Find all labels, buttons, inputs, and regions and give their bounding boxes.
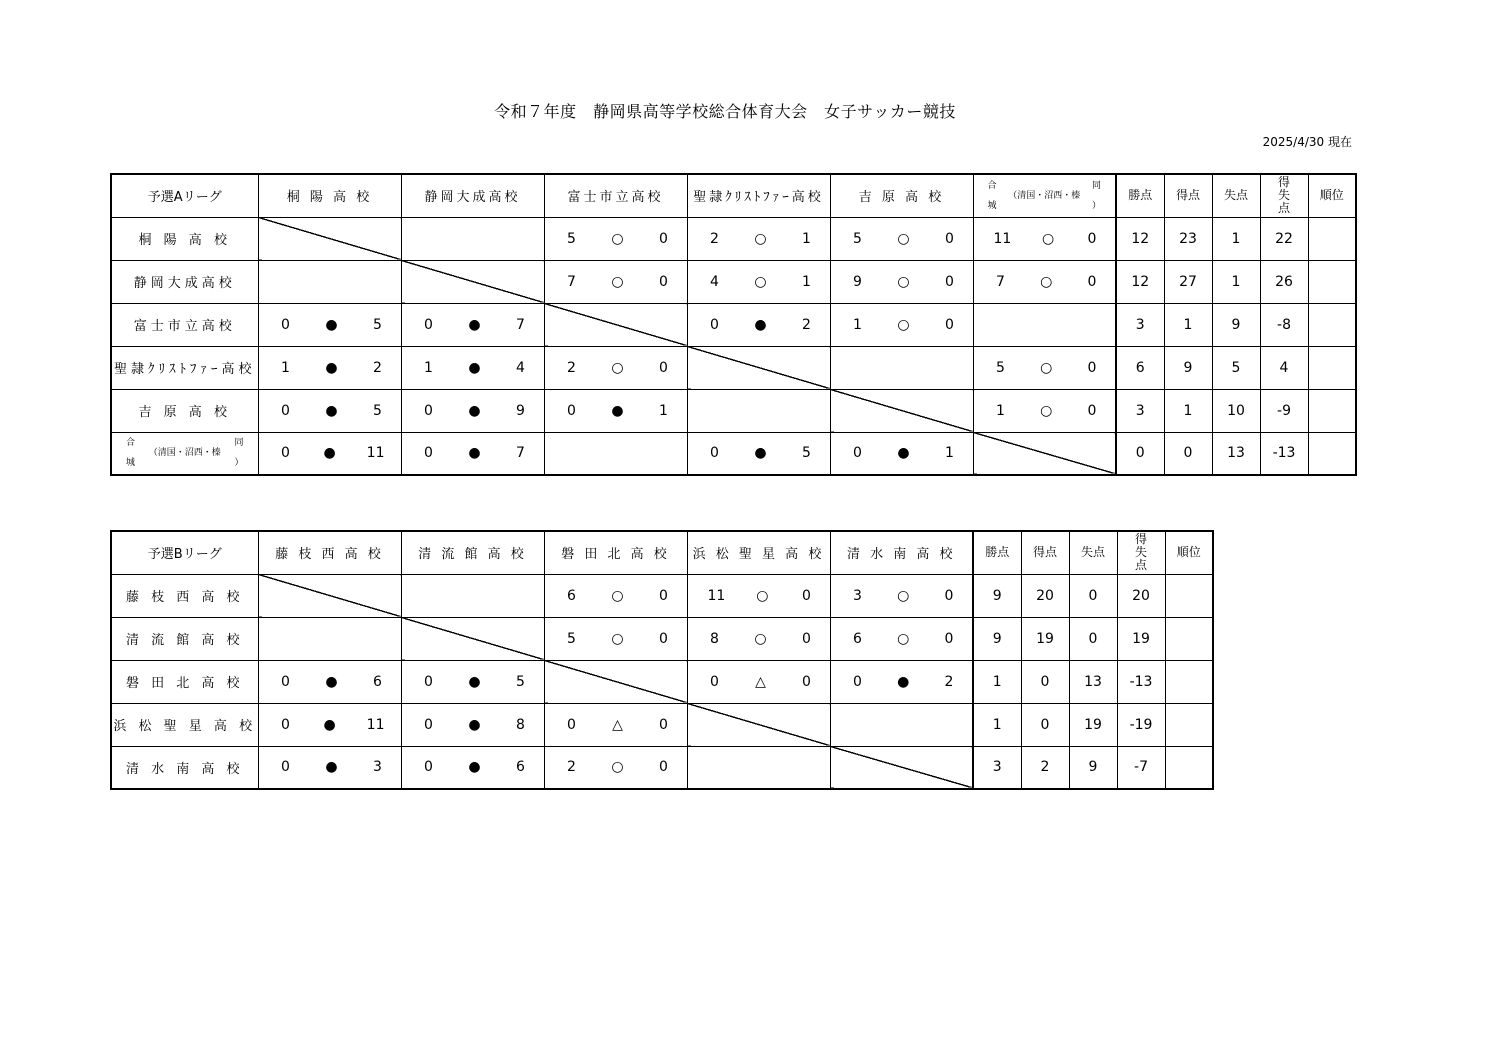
away-score: 4 — [516, 359, 525, 376]
match-result-cell — [687, 432, 830, 475]
result-mark: ● — [323, 445, 336, 462]
result-mark: △ — [612, 716, 623, 733]
result-mark: ● — [468, 759, 481, 776]
away-score: 7 — [516, 445, 525, 462]
rank-cell — [1308, 389, 1356, 432]
goal-diff-cell: -19 — [1117, 703, 1165, 746]
match-result-cell — [401, 746, 544, 789]
team-row-label: 清 流 館 高 校 — [111, 617, 258, 660]
diagonal-cell — [544, 660, 687, 703]
match-result-cell — [544, 746, 687, 789]
team-row — [111, 432, 1356, 475]
home-score: 3 — [853, 587, 862, 604]
team-row-label — [111, 432, 258, 475]
away-score: 5 — [802, 445, 811, 462]
team-row-label: 桐 陽 高 校 — [111, 217, 258, 260]
match-result-cell — [973, 217, 1116, 260]
match-result-cell — [401, 303, 544, 346]
match-result-cell — [687, 389, 830, 432]
away-score: 0 — [1087, 359, 1097, 376]
match-result-cell — [973, 346, 1116, 389]
diagonal-cell — [973, 432, 1116, 475]
goals-for-cell: 19 — [1021, 617, 1069, 660]
result-mark: ● — [325, 402, 338, 419]
rank-cell — [1165, 746, 1213, 789]
result-mark: ○ — [897, 587, 910, 604]
rank-cell — [1165, 574, 1213, 617]
away-score: 2 — [944, 673, 954, 690]
away-score: 0 — [802, 673, 811, 690]
goals-against-cell: 5 — [1212, 346, 1260, 389]
result-mark: ○ — [611, 359, 624, 376]
away-score: 8 — [516, 716, 525, 733]
stat-header-label: 失点 — [1223, 188, 1248, 203]
home-score: 0 — [710, 673, 719, 690]
result-mark: ● — [325, 759, 338, 776]
home-score: 0 — [281, 759, 290, 776]
away-score: 0 — [1087, 273, 1097, 290]
stat-header-label: 順位 — [1176, 545, 1201, 560]
away-score: 0 — [659, 359, 668, 376]
away-score: 0 — [802, 587, 811, 604]
points-cell: 6 — [1116, 346, 1164, 389]
rank-cell — [1165, 617, 1213, 660]
team-row — [111, 303, 1356, 346]
home-score: 0 — [424, 402, 433, 419]
match-result-cell — [544, 432, 687, 475]
result-mark: ○ — [754, 273, 767, 290]
match-result-cell — [258, 703, 401, 746]
goal-diff-cell: 26 — [1260, 260, 1308, 303]
team-column-header: 藤 枝 西 高 校 — [258, 531, 401, 574]
match-result-cell — [258, 617, 401, 660]
stat-header — [1165, 531, 1213, 574]
home-score: 5 — [853, 230, 862, 247]
rank-cell — [1308, 346, 1356, 389]
page-title: 令和７年度 静岡県高等学校総合体育大会 女子サッカー競技 — [494, 102, 956, 121]
result-mark: △ — [755, 673, 766, 690]
match-result-cell — [544, 217, 687, 260]
match-result-cell — [687, 303, 830, 346]
stat-header — [1260, 174, 1308, 217]
home-score: 7 — [996, 273, 1005, 290]
home-score: 2 — [710, 230, 719, 247]
diagonal-cell — [830, 746, 973, 789]
away-score: 7 — [516, 316, 525, 333]
points-cell: 12 — [1116, 260, 1164, 303]
goals-for-cell: 1 — [1164, 303, 1212, 346]
team-row — [111, 217, 1356, 260]
stat-header-label: 順位 — [1319, 188, 1344, 203]
match-result-cell — [258, 660, 401, 703]
team-column-header: 富士市立高校 — [544, 174, 687, 217]
match-result-cell — [830, 574, 973, 617]
match-result-cell — [830, 660, 973, 703]
away-score: 0 — [659, 759, 668, 776]
home-score: 4 — [710, 273, 719, 290]
points-cell: 9 — [973, 617, 1021, 660]
points-cell: 12 — [1116, 217, 1164, 260]
match-result-cell — [544, 346, 687, 389]
away-score: 1 — [802, 273, 811, 290]
stat-header-label: 勝点 — [985, 545, 1010, 560]
rank-cell — [1308, 260, 1356, 303]
stat-header — [1212, 174, 1260, 217]
diagonal-cell — [258, 217, 401, 260]
home-score: 0 — [424, 445, 433, 462]
result-mark: ● — [897, 673, 910, 690]
home-score: 8 — [710, 630, 719, 647]
result-mark: ○ — [754, 630, 767, 647]
home-score: 0 — [281, 445, 290, 462]
result-mark: ● — [323, 716, 336, 733]
goals-for-cell: 0 — [1021, 660, 1069, 703]
result-mark: ● — [754, 445, 767, 462]
rank-cell — [1165, 660, 1213, 703]
result-mark: ● — [468, 316, 481, 333]
home-score: 7 — [567, 273, 576, 290]
match-result-cell — [830, 346, 973, 389]
match-result-cell — [830, 617, 973, 660]
home-score: 5 — [567, 630, 576, 647]
team-row — [111, 703, 1213, 746]
header-row — [111, 531, 1213, 574]
away-score: 3 — [373, 759, 382, 776]
godo-team-header: 合 同 （清国・沼西・榛 城 ） — [987, 180, 1101, 211]
team-row-label: 藤 枝 西 高 校 — [111, 574, 258, 617]
away-score: 2 — [802, 316, 811, 333]
result-mark: ○ — [1040, 359, 1053, 376]
team-column-header: 磐 田 北 高 校 — [544, 531, 687, 574]
home-score: 5 — [567, 230, 576, 247]
away-score: 1 — [802, 230, 811, 247]
stat-header-label: 得点 — [1032, 545, 1057, 560]
goals-for-cell: 2 — [1021, 746, 1069, 789]
match-result-cell — [401, 389, 544, 432]
away-score: 0 — [944, 587, 954, 604]
stat-header — [1308, 174, 1356, 217]
diagonal-cell — [544, 303, 687, 346]
result-mark: ○ — [611, 230, 624, 247]
match-result-cell — [830, 217, 973, 260]
result-mark: ○ — [611, 630, 624, 647]
goals-against-cell: 9 — [1212, 303, 1260, 346]
team-row — [111, 574, 1213, 617]
away-score: 1 — [945, 445, 954, 462]
home-score: 5 — [996, 359, 1005, 376]
goal-diff-cell: -7 — [1117, 746, 1165, 789]
match-result-cell — [687, 617, 830, 660]
away-score: 9 — [516, 402, 525, 419]
match-result-cell — [973, 260, 1116, 303]
league-a-table — [110, 173, 1357, 476]
goal-diff-cell: 4 — [1260, 346, 1308, 389]
rank-cell — [1308, 217, 1356, 260]
goal-diff-cell: 20 — [1117, 574, 1165, 617]
goals-for-cell: 20 — [1021, 574, 1069, 617]
goals-for-cell: 0 — [1164, 432, 1212, 475]
match-result-cell — [258, 303, 401, 346]
match-result-cell — [687, 660, 830, 703]
goals-for-cell: 27 — [1164, 260, 1212, 303]
goals-for-cell: 23 — [1164, 217, 1212, 260]
home-score: 0 — [710, 316, 719, 333]
match-result-cell — [687, 260, 830, 303]
team-column-header: 静岡大成高校 — [401, 174, 544, 217]
home-score: 0 — [281, 316, 290, 333]
result-mark: ○ — [1040, 402, 1053, 419]
diagonal-cell — [258, 574, 401, 617]
away-score: 6 — [516, 759, 525, 776]
goals-for-cell: 0 — [1021, 703, 1069, 746]
home-score: 9 — [853, 273, 862, 290]
away-score: 11 — [366, 716, 385, 733]
away-score: 0 — [659, 587, 668, 604]
away-score: 0 — [1087, 230, 1097, 247]
match-result-cell — [258, 432, 401, 475]
match-result-cell — [401, 660, 544, 703]
goals-for-cell: 1 — [1164, 389, 1212, 432]
away-score: 0 — [944, 630, 954, 647]
goals-against-cell: 1 — [1212, 217, 1260, 260]
points-cell: 9 — [973, 574, 1021, 617]
goals-against-cell: 9 — [1069, 746, 1117, 789]
team-row — [111, 660, 1213, 703]
away-score: 2 — [373, 359, 382, 376]
away-score: 1 — [659, 402, 668, 419]
match-result-cell — [401, 217, 544, 260]
home-score: 6 — [853, 630, 862, 647]
team-row-label: 聖隷ｸﾘｽﾄﾌｧｰ高校 — [111, 346, 258, 389]
result-mark: ○ — [897, 316, 910, 333]
stat-header — [1069, 531, 1117, 574]
team-row-label: 清 水 南 高 校 — [111, 746, 258, 789]
team-row — [111, 617, 1213, 660]
team-column-header: 聖隷ｸﾘｽﾄﾌｧｰ高校 — [687, 174, 830, 217]
team-row-label: 浜 松 聖 星 高 校 — [111, 703, 258, 746]
points-cell: 0 — [1116, 432, 1164, 475]
team-row-label: 吉 原 高 校 — [111, 389, 258, 432]
goal-diff-cell: 22 — [1260, 217, 1308, 260]
home-score: 0 — [424, 759, 433, 776]
league-name: 予選Aリーグ — [111, 174, 258, 217]
result-mark: ○ — [611, 759, 624, 776]
goals-against-cell: 19 — [1069, 703, 1117, 746]
team-row — [111, 260, 1356, 303]
match-result-cell — [258, 389, 401, 432]
goals-against-cell: 13 — [1069, 660, 1117, 703]
home-score: 0 — [853, 445, 862, 462]
goals-for-cell: 9 — [1164, 346, 1212, 389]
stat-header-label: 勝点 — [1128, 188, 1153, 203]
match-result-cell — [687, 574, 830, 617]
result-mark: ● — [468, 445, 481, 462]
match-result-cell — [973, 303, 1116, 346]
points-cell: 3 — [1116, 303, 1164, 346]
match-result-cell — [830, 432, 973, 475]
team-column-header — [973, 174, 1116, 217]
match-result-cell — [830, 703, 973, 746]
match-result-cell — [830, 303, 973, 346]
rank-cell — [1308, 303, 1356, 346]
home-score: 0 — [424, 673, 433, 690]
team-row — [111, 746, 1213, 789]
stat-header-label: 得失点 — [1277, 175, 1290, 216]
away-score: 5 — [516, 673, 525, 690]
league-b-table — [110, 530, 1214, 790]
home-score: 6 — [567, 587, 576, 604]
header-row — [111, 174, 1356, 217]
match-result-cell — [544, 389, 687, 432]
result-mark: ○ — [611, 273, 624, 290]
away-score: 0 — [659, 230, 668, 247]
diagonal-cell — [687, 346, 830, 389]
away-score: 6 — [373, 673, 382, 690]
goals-against-cell: 13 — [1212, 432, 1260, 475]
points-cell: 1 — [973, 660, 1021, 703]
away-score: 0 — [945, 273, 954, 290]
result-mark: ● — [468, 716, 481, 733]
team-column-header: 清 水 南 高 校 — [830, 531, 973, 574]
league-name: 予選Bリーグ — [111, 531, 258, 574]
result-mark: ● — [468, 402, 481, 419]
stat-header — [973, 531, 1021, 574]
home-score: 2 — [567, 759, 576, 776]
home-score: 2 — [567, 359, 576, 376]
result-mark: ○ — [897, 230, 910, 247]
match-result-cell — [687, 217, 830, 260]
goal-diff-cell: -13 — [1260, 432, 1308, 475]
away-score: 0 — [659, 630, 668, 647]
points-cell: 3 — [1116, 389, 1164, 432]
result-mark: ● — [468, 359, 481, 376]
home-score: 11 — [993, 230, 1012, 247]
diagonal-cell — [830, 389, 973, 432]
result-mark: ● — [468, 673, 481, 690]
result-mark: ○ — [754, 230, 767, 247]
result-mark: ● — [325, 316, 338, 333]
match-result-cell — [830, 260, 973, 303]
match-result-cell — [544, 574, 687, 617]
rank-cell — [1308, 432, 1356, 475]
away-score: 0 — [659, 716, 668, 733]
goal-diff-cell: -8 — [1260, 303, 1308, 346]
home-score: 0 — [567, 716, 576, 733]
points-cell: 3 — [973, 746, 1021, 789]
result-mark: ○ — [756, 587, 769, 604]
result-mark: ○ — [1040, 273, 1053, 290]
match-result-cell — [687, 746, 830, 789]
godo-team-label: 合 同 （清国・沼西・榛 城 ） — [126, 438, 244, 469]
stat-header — [1116, 174, 1164, 217]
goals-against-cell: 1 — [1212, 260, 1260, 303]
away-score: 0 — [659, 273, 668, 290]
away-score: 0 — [1087, 402, 1097, 419]
stat-header-label: 失点 — [1080, 545, 1105, 560]
goal-diff-cell: -9 — [1260, 389, 1308, 432]
match-result-cell — [258, 346, 401, 389]
diagonal-cell — [401, 260, 544, 303]
stat-header — [1164, 174, 1212, 217]
match-result-cell — [544, 617, 687, 660]
points-cell: 1 — [973, 703, 1021, 746]
home-score: 0 — [281, 716, 290, 733]
goal-diff-cell: -13 — [1117, 660, 1165, 703]
team-column-header: 吉 原 高 校 — [830, 174, 973, 217]
result-mark: ● — [325, 359, 338, 376]
stat-header — [1117, 531, 1165, 574]
team-row-label: 静岡大成高校 — [111, 260, 258, 303]
match-result-cell — [401, 432, 544, 475]
result-mark: ○ — [611, 587, 624, 604]
away-score: 11 — [366, 445, 385, 462]
home-score: 0 — [424, 316, 433, 333]
rank-cell — [1165, 703, 1213, 746]
home-score: 0 — [567, 402, 576, 419]
away-score: 5 — [373, 316, 382, 333]
home-score: 0 — [853, 673, 862, 690]
home-score: 1 — [853, 316, 862, 333]
result-mark: ○ — [1042, 230, 1055, 247]
goals-against-cell: 10 — [1212, 389, 1260, 432]
away-score: 0 — [945, 316, 954, 333]
team-row-label: 富士市立高校 — [111, 303, 258, 346]
team-column-header: 浜 松 聖 星 高 校 — [687, 531, 830, 574]
home-score: 1 — [281, 359, 290, 376]
goals-against-cell: 0 — [1069, 574, 1117, 617]
result-mark: ● — [611, 402, 624, 419]
result-mark: ○ — [897, 630, 910, 647]
home-score: 1 — [424, 359, 433, 376]
stat-header-label: 得点 — [1175, 188, 1200, 203]
match-result-cell — [258, 260, 401, 303]
team-row — [111, 389, 1356, 432]
as-of-date: 2025/4/30 現在 — [1262, 135, 1352, 149]
team-row-label: 磐 田 北 高 校 — [111, 660, 258, 703]
home-score: 0 — [281, 402, 290, 419]
home-score: 0 — [281, 673, 290, 690]
team-row — [111, 346, 1356, 389]
stat-header-label: 得失点 — [1134, 532, 1147, 573]
diagonal-cell — [687, 703, 830, 746]
match-result-cell — [401, 703, 544, 746]
away-score: 0 — [802, 630, 811, 647]
home-score: 1 — [996, 402, 1005, 419]
match-result-cell — [258, 746, 401, 789]
away-score: 0 — [945, 230, 954, 247]
team-column-header: 桐 陽 高 校 — [258, 174, 401, 217]
stat-header — [1021, 531, 1069, 574]
away-score: 5 — [373, 402, 382, 419]
home-score: 0 — [710, 445, 719, 462]
match-result-cell — [401, 346, 544, 389]
goals-against-cell: 0 — [1069, 617, 1117, 660]
result-mark: ● — [897, 445, 910, 462]
home-score: 0 — [424, 716, 433, 733]
result-mark: ● — [325, 673, 338, 690]
match-result-cell — [544, 703, 687, 746]
diagonal-cell — [401, 617, 544, 660]
match-result-cell — [544, 260, 687, 303]
team-column-header: 清 流 館 高 校 — [401, 531, 544, 574]
match-result-cell — [401, 574, 544, 617]
home-score: 11 — [707, 587, 726, 604]
match-result-cell — [973, 389, 1116, 432]
result-mark: ○ — [897, 273, 910, 290]
result-mark: ● — [754, 316, 767, 333]
goal-diff-cell: 19 — [1117, 617, 1165, 660]
